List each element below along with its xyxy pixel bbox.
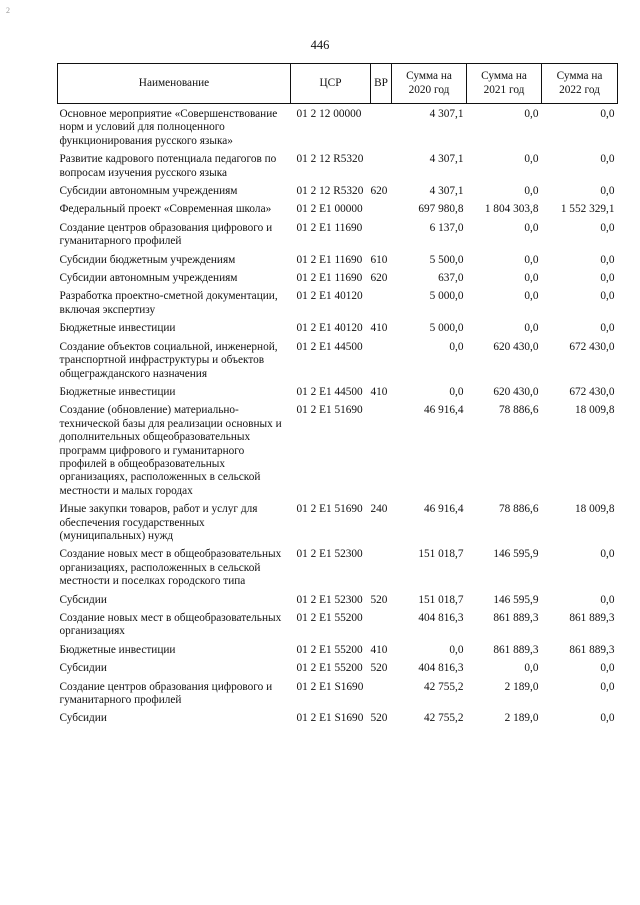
table-header: [58, 64, 618, 104]
row-sum-2021: 0,0: [524, 662, 539, 675]
row-csr: 01 2 E1 40120: [296, 290, 363, 303]
row-vr: 520: [370, 712, 388, 725]
row-vr: [371, 153, 392, 185]
row-sum-2020: 5 000,0: [429, 290, 464, 303]
row-sum-2022: 861 889,3: [569, 643, 615, 656]
row-sum-2022: 1 552 329,1: [560, 203, 615, 216]
row-name: Разработка проектно-сметной документации, включая экспертизу: [59, 290, 278, 316]
row-csr: 01 2 E1 11690: [296, 253, 363, 266]
table-row: [58, 290, 618, 322]
row-csr: 01 2 E1 S1690: [296, 712, 364, 725]
row-sum-2020: 697 980,8: [418, 203, 464, 216]
row-csr: 01 2 E1 40120: [296, 322, 363, 335]
row-sum-2021: 0,0: [524, 253, 539, 266]
table-row: [58, 644, 618, 662]
row-sum-2021: 861 889,3: [493, 612, 539, 624]
header-sum-2022: Сумма на 2022 год: [542, 64, 618, 104]
row-sum-2021: 620 430,0: [493, 385, 539, 398]
row-sum-2022: 0,0: [600, 662, 615, 675]
row-sum-2020: 637,0: [438, 272, 464, 285]
row-name: Субсидии автономным учреждениям: [59, 185, 238, 198]
row-sum-2022: 672 430,0: [569, 340, 615, 353]
row-vr: 410: [370, 385, 388, 398]
table-row: [58, 254, 618, 272]
row-vr: 520: [370, 662, 388, 675]
row-csr: 01 2 12 R5320: [296, 185, 364, 198]
row-csr: 01 2 E1 55200: [296, 643, 363, 656]
table-row: [58, 341, 618, 386]
row-csr: 01 2 E1 11690: [296, 272, 363, 285]
row-name: Создание новых мест в общеобразовательных организациях: [59, 612, 282, 638]
row-sum-2021: 0,0: [524, 290, 539, 303]
row-sum-2021: 861 889,3: [493, 643, 539, 656]
header-sum-2020: Сумма на 2020 год: [392, 64, 467, 104]
row-sum-2022: 0,0: [600, 108, 615, 120]
row-sum-2020: 0,0: [449, 643, 464, 656]
row-vr: [371, 404, 392, 503]
row-name: Федеральный проект «Современная школа»: [59, 203, 272, 216]
table-row: [58, 222, 618, 254]
page-number: 446: [310, 38, 330, 52]
row-sum-2021: 0,0: [524, 322, 539, 335]
row-sum-2022: 0,0: [600, 153, 615, 166]
row-name: Субсидии: [59, 712, 107, 725]
row-sum-2022: 0,0: [600, 322, 615, 335]
table-row: [58, 712, 618, 730]
row-vr: [371, 104, 392, 154]
row-sum-2021: 146 595,9: [493, 593, 539, 606]
row-csr: 01 2 E1 51690: [296, 404, 363, 417]
row-name: Создание центров образования цифрового и гуманитарного профилей: [59, 221, 273, 248]
row-sum-2022: 0,0: [600, 290, 615, 303]
row-sum-2021: 0,0: [524, 153, 539, 166]
row-vr: 520: [370, 593, 388, 606]
row-sum-2020: 404 816,3: [418, 662, 464, 675]
row-vr: [371, 612, 392, 644]
row-sum-2021: 1 804 303,8: [484, 203, 539, 216]
row-sum-2020: 5 500,0: [429, 253, 464, 266]
row-vr: [371, 341, 392, 386]
row-sum-2020: 404 816,3: [418, 612, 464, 624]
row-name: Развитие кадрового потенциала педагогов по вопросам изучения русского языка: [59, 153, 277, 179]
row-name: Создание объектов социальной, инженерной, транспортной инфраструктуры и объектов общегражданского назначения: [59, 340, 278, 380]
row-name: Иные закупки товаров, работ и услуг для обеспечения государственных (муниципальных) нужд: [59, 503, 258, 542]
row-sum-2021: 2 189,0: [504, 712, 539, 725]
row-sum-2022: 0,0: [600, 680, 615, 693]
corner-mark: 2: [6, 6, 10, 15]
row-sum-2020: 46 916,4: [423, 503, 464, 516]
row-sum-2021: 78 886,6: [498, 404, 539, 417]
table-row: [58, 681, 618, 713]
table-row: [58, 386, 618, 404]
header-name: Наименование: [58, 64, 291, 104]
row-sum-2020: 5 000,0: [429, 322, 464, 335]
row-sum-2022: 0,0: [600, 253, 615, 266]
row-csr: 01 2 E1 00000: [296, 203, 363, 216]
row-sum-2022: 0,0: [600, 221, 615, 234]
row-csr: 01 2 E1 44500: [296, 340, 363, 353]
row-vr: [371, 222, 392, 254]
row-sum-2021: 146 595,9: [493, 548, 539, 561]
row-name: Создание центров образования цифрового и гуманитарного профилей: [59, 680, 273, 707]
row-vr: [371, 548, 392, 593]
row-sum-2022: 0,0: [600, 185, 615, 198]
table-row: [58, 322, 618, 340]
row-sum-2021: 0,0: [524, 108, 539, 120]
row-csr: 01 2 E1 51690: [296, 503, 363, 516]
row-csr: 01 2 E1 44500: [296, 385, 363, 398]
table-row: [58, 612, 618, 644]
row-vr: 610: [370, 253, 388, 266]
row-vr: 620: [370, 185, 388, 198]
row-name: Субсидии: [59, 593, 107, 606]
row-name: Бюджетные инвестиции: [59, 322, 176, 335]
row-csr: 01 2 E1 11690: [296, 221, 363, 234]
row-sum-2020: 151 018,7: [418, 548, 464, 561]
table-row: [58, 203, 618, 221]
header-csr: ЦСР: [291, 64, 371, 104]
row-name: Субсидии: [59, 662, 107, 675]
row-name: Бюджетные инвестиции: [59, 385, 176, 398]
row-sum-2020: 42 755,2: [423, 680, 464, 693]
row-vr: 410: [370, 322, 388, 335]
row-sum-2020: 4 307,1: [429, 185, 464, 198]
row-csr: 01 2 12 00000: [296, 108, 362, 120]
table-row: [58, 185, 618, 203]
row-sum-2020: 46 916,4: [423, 404, 464, 417]
table-row: [58, 662, 618, 680]
row-vr: 410: [370, 643, 388, 656]
table-row: [58, 548, 618, 593]
row-sum-2020: 151 018,7: [418, 593, 464, 606]
header-sum-2021: Сумма на 2021 год: [467, 64, 542, 104]
table-row: [58, 272, 618, 290]
row-name: Создание (обновление) материально-технической базы для реализации основных и дополнительных общеобразовательных программ цифрового и гуманитарного профилей в общеобразовательных организациях, расположенных в сельской местности и малых городах: [59, 404, 282, 497]
row-sum-2022: 0,0: [600, 548, 615, 561]
row-vr: [371, 203, 392, 221]
row-csr: 01 2 E1 52300: [296, 593, 363, 606]
table-row: [58, 503, 618, 548]
row-sum-2020: 0,0: [449, 340, 464, 353]
row-sum-2022: 0,0: [600, 272, 615, 285]
row-sum-2022: 672 430,0: [569, 385, 615, 398]
row-vr: [371, 290, 392, 322]
row-sum-2021: 0,0: [524, 221, 539, 234]
row-csr: 01 2 E1 52300: [296, 548, 363, 561]
row-sum-2020: 4 307,1: [429, 153, 464, 166]
budget-table: [57, 63, 618, 731]
row-name: Создание новых мест в общеобразовательных организациях, расположенных в сельской местности и поселках городского типа: [59, 548, 282, 588]
table-row: [58, 594, 618, 612]
row-sum-2021: 2 189,0: [504, 680, 539, 693]
row-name: Субсидии бюджетным учреждениям: [59, 253, 236, 266]
row-sum-2022: 0,0: [600, 593, 615, 606]
header-vr: ВР: [371, 64, 392, 104]
row-sum-2021: 620 430,0: [493, 340, 539, 353]
table-body: [58, 104, 618, 731]
row-csr: 01 2 E1 55200: [296, 612, 363, 624]
row-sum-2022: 18 009,8: [574, 404, 615, 417]
row-sum-2020: 4 307,1: [429, 108, 464, 120]
row-sum-2020: 42 755,2: [423, 712, 464, 725]
row-vr: 620: [370, 272, 388, 285]
row-vr: 240: [370, 503, 388, 516]
table-row: [58, 153, 618, 185]
row-csr: 01 2 E1 S1690: [296, 680, 364, 693]
row-sum-2021: 0,0: [524, 272, 539, 285]
row-sum-2021: 0,0: [524, 185, 539, 198]
row-name: Бюджетные инвестиции: [59, 643, 176, 656]
table-row: [58, 404, 618, 503]
row-sum-2022: 0,0: [600, 712, 615, 725]
row-sum-2020: 6 137,0: [429, 221, 464, 234]
row-name: Основное мероприятие «Совершенствование норм и условий для полноценного функционирования русского языка»: [59, 108, 278, 147]
row-sum-2020: 0,0: [449, 385, 464, 398]
table-row: [58, 104, 618, 154]
row-vr: [371, 681, 392, 713]
row-sum-2021: 78 886,6: [498, 503, 539, 516]
row-sum-2022: 18 009,8: [574, 503, 615, 516]
row-csr: 01 2 12 R5320: [296, 153, 364, 166]
row-csr: 01 2 E1 55200: [296, 662, 363, 675]
row-sum-2022: 861 889,3: [569, 612, 615, 624]
row-name: Субсидии автономным учреждениям: [59, 272, 238, 285]
